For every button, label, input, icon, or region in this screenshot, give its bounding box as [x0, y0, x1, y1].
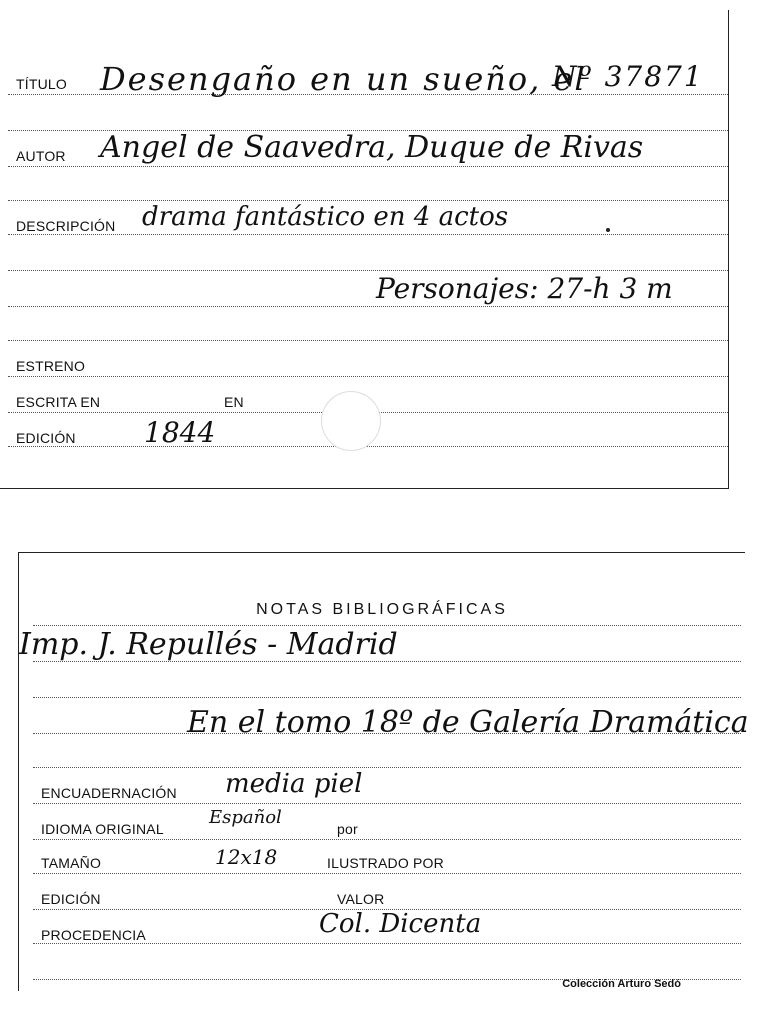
ruled-line	[33, 839, 741, 840]
encuadernacion-label: ENCUADERNACIÓN	[41, 785, 177, 801]
ruled-line	[8, 340, 728, 341]
encuadernacion-value: media piel	[225, 769, 363, 799]
estreno-label: ESTRENO	[16, 358, 86, 374]
catalog-card-bottom	[18, 552, 749, 991]
tamano-label: TAMAÑO	[41, 855, 102, 871]
ruled-line	[8, 306, 728, 307]
ruled-line	[33, 625, 741, 626]
ilustrado-label: ILUSTRADO POR	[327, 855, 444, 871]
en-label: EN	[224, 394, 244, 410]
ruled-line	[33, 943, 741, 944]
nota-imprenta: Imp. J. Repullés - Madrid	[19, 627, 398, 662]
ink-dot	[606, 228, 610, 232]
autor-label: AUTOR	[16, 148, 66, 164]
titulo-value: Desengaño en un sueño, el	[100, 60, 587, 98]
notes-heading: NOTAS BIBLIOGRÁFICAS	[256, 601, 508, 618]
procedencia-label: PROCEDENCIA	[41, 927, 146, 943]
procedencia-value: Col. Dicenta	[319, 909, 482, 939]
collection-credit: Colección Arturo Sedó	[562, 978, 681, 990]
escrita-label: ESCRITA EN	[16, 394, 101, 410]
ruled-line	[33, 767, 741, 768]
ruled-line	[33, 873, 741, 874]
descripcion-value: drama fantástico en 4 actos	[142, 202, 509, 232]
punch-hole	[322, 392, 380, 450]
edicion-value: 1844	[144, 416, 216, 449]
edicion-label: EDICIÓN	[16, 430, 76, 446]
nota-tomo: En el tomo 18º de Galería Dramática	[187, 705, 749, 740]
idioma-label: IDIOMA ORIGINAL	[41, 821, 164, 837]
ruled-line	[8, 270, 728, 271]
descripcion-label: DESCRIPCIÓN	[16, 218, 116, 234]
personajes-value: Personajes: 27-h 3 m	[376, 272, 673, 305]
ruled-line	[8, 200, 728, 201]
idioma-value: Español	[209, 807, 282, 828]
ruled-line	[33, 697, 741, 698]
autor-value: Angel de Saavedra, Duque de Rivas	[100, 130, 644, 165]
numero-value: Nº 37871	[552, 60, 704, 93]
ruled-line	[8, 166, 728, 167]
ruled-line	[33, 803, 741, 804]
edicion-label: EDICIÓN	[41, 891, 101, 907]
ruled-line	[8, 376, 728, 377]
valor-label: VALOR	[337, 891, 385, 907]
titulo-label: TÍTULO	[16, 76, 67, 92]
ruled-line	[8, 446, 728, 447]
ruled-line	[8, 234, 728, 235]
por-label: por	[337, 821, 358, 837]
tamano-value: 12x18	[215, 845, 278, 869]
